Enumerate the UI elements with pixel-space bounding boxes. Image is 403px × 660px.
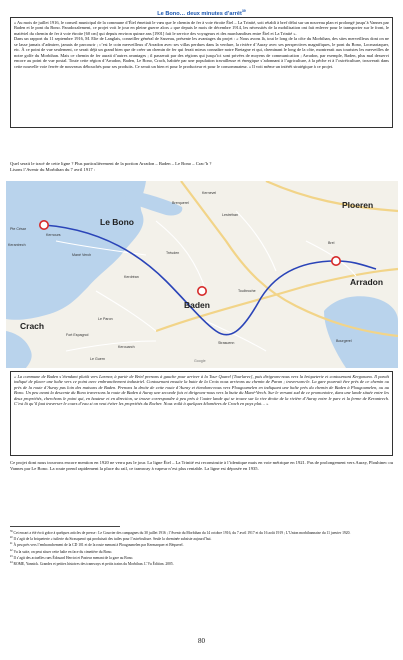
footnote-44: $^{44}$ ROME, Yannick. Grandes et petites histoires des tramways et petits trains du Morbihan. L’Vu Édition. 2005.	[10, 561, 174, 567]
intro-line-1: Quel serait le tracé de cette ligne ? Plus particulièrement de la portion Arradon – Baden – Le Bono – Crac’h ?	[10, 161, 212, 166]
closing-text: Ce projet dont nous trouvons encore mention en 1920 ne verra pas le jour. La ligne Étel – La Trinité est reconstruite à l’identique mais en voie métrique en 1921. Pas de prolongement vers Auray, Plouhinec ou Vannes par Le Bono. La route prend rapidement la place du rail, ce tramway à vapeur n’est plus rentable. La ligne est déposée en 1935.	[10, 460, 393, 471]
title-footnote-ref: 39	[241, 9, 246, 13]
map-label-kernevel: Kernevel	[202, 191, 217, 195]
footnote-42: $^{42}$ Vu la suite, on peut situer cette halte en face du cimetière du Bono.	[10, 548, 113, 554]
quote-2-text: « La commune de Baden s’étendant plutôt vers Larmor, à partir de Briel prenons à gauche pour arriver à la Tour Quarel [Tourlarec], puis dirigeons-nous vers la briqueterie et contournant Kergonano. Il paraît indiqué de placer une halte vers ce point avec embranchement industriel. Contournant ensuite la butte de la Croix nous arrivons au chemin de Paran ; traversons-le. La gare pourrait être près de ce chemin ou près de la route d’Auray pas loin des maisons de Baden. Prenons la droite de cette route d’Auray et étendons-nous vers Plougoumelen en indiquant une halte près du chemin de Baden à Plougoumelen, ou au Bono. Un peu avant la descente du Bono traversons la route de Baden à Auray une seconde fois et dirigeons-nous vers la butte du Mané-Verch. Sur le versant sud de ce promontoire, dans une lande située entre les deux propriétés, cherchons le point qui, en hauteur et en direction, se trouve correspondre à peu près à l’autre lande qui se trouve sur la rive droite de la rivière d’Auray entre le parc et la ferme de Kerantrech. C’est là qu’il faut traverser le cours d’eau si on veut éviter les propriétés du Rocher. Nous voilà à quelques kilomètres de Crach en pays plat… »	[14, 374, 389, 407]
quote-box-2	[10, 371, 393, 456]
map-label-fort-espagnol: Fort Espagnol	[66, 333, 89, 337]
water-gulf	[324, 296, 398, 368]
map-label-toulbroche: Toulbroche	[238, 289, 256, 293]
footnote-41: $^{41}$ À peu près vers l’embranchement de la CD 101 et de la route menant à Plougoumelen par Kermarquer et Béquerel.	[10, 542, 184, 548]
map-label-bourgerel: Bourgerel	[336, 339, 352, 343]
map-label-brerquerel: Brerquerel	[172, 201, 189, 205]
station-marker-baden	[198, 287, 206, 295]
map-label-arradon: Arradon	[350, 277, 384, 287]
footnote-rule	[10, 526, 120, 527]
map-label-lestrehan: Lestréhan	[222, 213, 238, 217]
footnote-39: $^{39}$ Cet encart a été écrit grâce à quelques articles de presse : Le Courrier des campagnes du 30 juillet 1916 ; l’Avenir du Morbihan du 14 octobre 1916, du 7 avril 1917 et du 16 août 1919 ; L’Union morbihannaise du 11 janvier 1920.	[10, 530, 351, 536]
map-label-treuden: Tréuden	[166, 251, 180, 255]
map-label-crach: Crach	[20, 321, 45, 331]
map-label-kerantrech: Kerantrech	[8, 243, 26, 247]
title-text: Le Bono… deux minutes d’arrêt	[157, 10, 242, 17]
page-number: 80	[198, 637, 205, 645]
quote-1-paragraph-1: « Au mois de juillet 1916, le conseil municipal de la commune d’Étel émettait le vœu que le chemin de fer à voie étroite Étel – La Trinité, soit rétabli à bref délai sur un nouveau plan et prolongé jusqu’à Vannes par Baden et le pont du Bono. Paradoxalement, ce projet voit le jour en pleine guerre alors « que depuis le mois de décembre 1914, les nécessités de la mobilisation ont fait enlever pour le transporter sur le front, le matériel du chemin de fer à voie étroite [60 cm] qui depuis environ quinze ans [1901] fait le service des voyageurs et des marchandises entre Étel et La Trinité ».	[14, 20, 389, 36]
map-label-kernours: Kernours	[46, 233, 61, 237]
water-river	[6, 181, 146, 320]
footnote-43: $^{43}$ Il s’agit des actuelles rues Édouard Herriot et Pasteur menant de la gare au Bono.	[10, 554, 134, 561]
quote-1-paragraph-2: Dans un rapport du 11 septembre 1916, M. Elie de Langlais, conseiller général de Sarzeau, présente les avantages du projet : « Nous avons là, tout le long de la côte du Morbihan, des sites merveilleux dont on ne se lasse jamais d’admirer, jamais de parcourir ; c’est le coin merveilleux d’Arradon avec ses villas perdues dans la verdure, la rivière d’Auray avec ses perspectives magnifiques, le pont du Bono, Locmariaquer, etc. À ce point de vue seulement, ce serait déjà un grand bien que de créer un chemin de fer qui ferait mieux connaître notre Bretagne et qui, cheminant le long de la côte, montrerait aux touristes les merveilles de notre golfe du Morbihan. Mais ce chemin de fer aurait d’autres avantages ; il passerait par des régions qui jusqu’ici sont privées de moyens de communication ; Arradon, par exemple, Baden, plus mal desservi encore au point de vue postal. Toute cette région d’Arradon, Baden, Le Bono, Crach, habitée par une population travailleuse et énergique s’adonnant à l’agriculture, à la pêche et à l’ostréiculture, trouverait dans cette nouvelle voie ferrée de nouveaux débouchés pour ses produits. Ce serait un bien et pour le producteur et pour le consommateur. » Il voit même un intérêt stratégique à ce projet.	[14, 36, 389, 69]
route-map	[6, 181, 398, 368]
map-label-baden: Baden	[184, 300, 210, 310]
footnote-40: $^{40}$ Il s’agit de la briqueterie « tuilerie du Strasquenó qui produisait des tuiles pour l’ostréiculture. Seule la cheminée subsiste aujourd’hui.	[10, 536, 212, 542]
map-label-le-paron: Le Paron	[98, 317, 113, 321]
map-label-ploeren: Ploeren	[342, 200, 374, 210]
map-label-kerdrean: Kerdréan	[124, 275, 139, 279]
map-label-brel: Brel	[328, 241, 335, 245]
page-title	[0, 9, 403, 17]
water-lower-left	[6, 331, 32, 368]
footnotes	[10, 530, 393, 567]
map-label-pte-cesar: Pte César	[10, 227, 26, 231]
quote-box-1	[10, 17, 393, 128]
map-label-le-guern: Le Guern	[90, 357, 105, 361]
map-label-le-bono: Le Bono	[100, 217, 134, 227]
station-marker-briel	[332, 257, 340, 265]
closing-paragraph	[10, 460, 393, 471]
intro-text	[10, 161, 393, 172]
intro-line-2: Lisons l’Avenir du Morbihan du 7 avril 1917 :	[10, 166, 96, 172]
station-marker-kernours	[40, 221, 48, 229]
map-label-kerouarch: Kerouarch	[118, 345, 135, 349]
map-label-mane-verch: Mané Verch	[72, 253, 92, 257]
map-label-google: Google	[194, 359, 206, 363]
map-label-strasuenn: Strasuenn	[218, 341, 235, 345]
